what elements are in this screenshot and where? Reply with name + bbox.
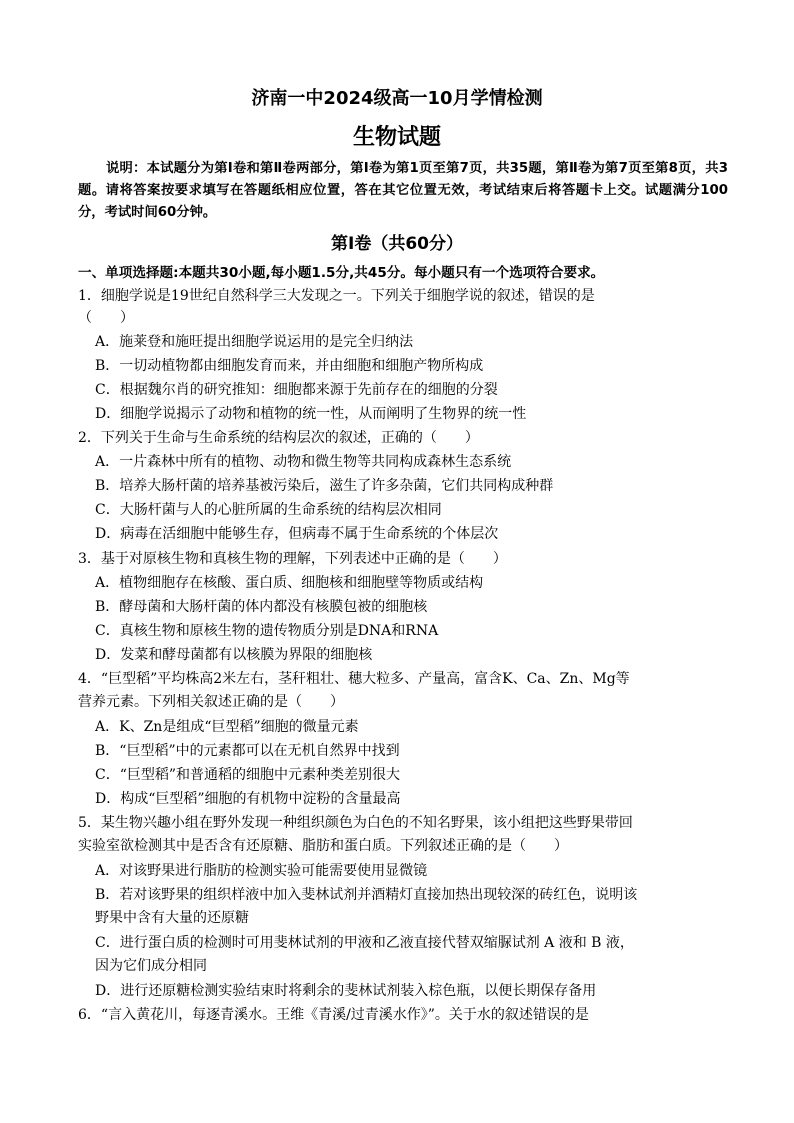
option: A．对该野果进行脂肪的检测实验可能需要使用显微镜 — [95, 863, 428, 879]
option: C．根据魏尔肖的研究推知：细胞都来源于先前存在的细胞的分裂 — [95, 382, 498, 398]
option: A．植物细胞存在核酸、蛋白质、细胞核和细胞壁等物质或结构 — [95, 575, 484, 591]
question-stem: 1．细胞学说是19世纪自然科学三大发现之一。下列关于细胞学说的叙述，错误的是 — [78, 288, 595, 304]
option: B．“巨型稻”中的元素都可以在无机自然界中找到 — [95, 743, 400, 759]
exam-title: 济南一中2024级高一10月学情检测 — [251, 88, 543, 109]
option-continued: 因为它们成分相同 — [95, 958, 207, 974]
part-heading: 一、单项选择题:本题共30小题,每小题1.5分,共45分。每小题只有一个选项符合要求。 — [78, 265, 605, 281]
option: D．发菜和酵母菌都有以核膜为界限的细胞核 — [95, 647, 373, 663]
option: C．进行蛋白质的检测时可用斐林试剂的甲液和乙液直接代替双缩脲试剂 A 液和 B 液， — [95, 935, 634, 951]
option: C．“巨型稻”和普通稻的细胞中元素种类差别很大 — [95, 767, 401, 783]
option: D．细胞学说揭示了动物和植物的统一性，从而阐明了生物界的统一性 — [95, 406, 527, 422]
question-stem-continued: 营养元素。下列相关叙述正确的是（ ） — [78, 694, 344, 710]
instructions-note: 说明：本试题分为第Ⅰ卷和第Ⅱ卷两部分，第Ⅰ卷为第1页至第7页，共35题，第Ⅱ卷为第7页至第8页，共3题。请将答案按要求填写在答题纸相应位置，答在其它位置无效，考试结束后将答题卡上交。试题满分100分，考试时间60分钟。 — [78, 161, 728, 220]
question-stem-continued: （ ） — [78, 310, 134, 326]
subject-title: 生物试题 — [352, 125, 441, 150]
question-stem: 2．下列关于生命与生命系统的结构层次的叙述，正确的（ ） — [78, 430, 479, 446]
option: B．若对该野果的组织样液中加入斐林试剂并酒精灯直接加热出现较深的砖红色，说明该 — [95, 887, 638, 903]
section-title: 第Ⅰ卷（共60分） — [331, 234, 463, 254]
option: D．进行还原糖检测实验结束时将剩余的斐林试剂装入棕色瓶，以便长期保存备用 — [95, 983, 597, 999]
option: C．大肠杆菌与人的心脏所属的生命系统的结构层次相同 — [95, 502, 442, 518]
option-continued: 野果中含有大量的还原糖 — [95, 910, 249, 926]
option: B．一切动植物都由细胞发育而来，并由细胞和细胞产物所构成 — [95, 358, 484, 374]
option: A．一片森林中所有的植物、动物和微生物等共同构成森林生态系统 — [95, 454, 512, 470]
option: C．真核生物和原核生物的遗传物质分别是DNA和RNA — [95, 623, 439, 639]
question-stem: 6．“言入黄花川，每逐青溪水。王维《青溪/过青溪水作》”。关于水的叙述错误的是 — [78, 1007, 589, 1023]
option: D．构成“巨型稻”细胞的有机物中淀粉的含量最高 — [95, 791, 401, 807]
question-stem: 3．基于对原核生物和真核生物的理解，下列表述中正确的是（ ） — [78, 551, 507, 567]
option: B．培养大肠杆菌的培养基被污染后，滋生了许多杂菌，它们共同构成种群 — [95, 478, 554, 494]
option: D．病毒在活细胞中能够生存，但病毒不属于生命系统的个体层次 — [95, 526, 499, 542]
question-stem: 4．“巨型稻”平均株高2米左右，茎秆粗壮、穗大粒多、产量高，富含K、Ca、Zn、Mg等 — [78, 671, 630, 687]
option: B．酵母菌和大肠杆菌的体内都没有核膜包被的细胞核 — [95, 599, 428, 615]
option: A．施莱登和施旺提出细胞学说运用的是完全归纳法 — [95, 334, 414, 350]
question-stem: 5．某生物兴趣小组在野外发现一种组织颜色为白色的不知名野果，该小组把这些野果带回 — [78, 815, 633, 831]
option: A．K、Zn是组成“巨型稻”细胞的微量元素 — [95, 719, 359, 735]
question-stem-continued: 实验室欲检测其中是否含有还原糖、脂肪和蛋白质。下列叙述正确的是（ ） — [78, 838, 568, 854]
